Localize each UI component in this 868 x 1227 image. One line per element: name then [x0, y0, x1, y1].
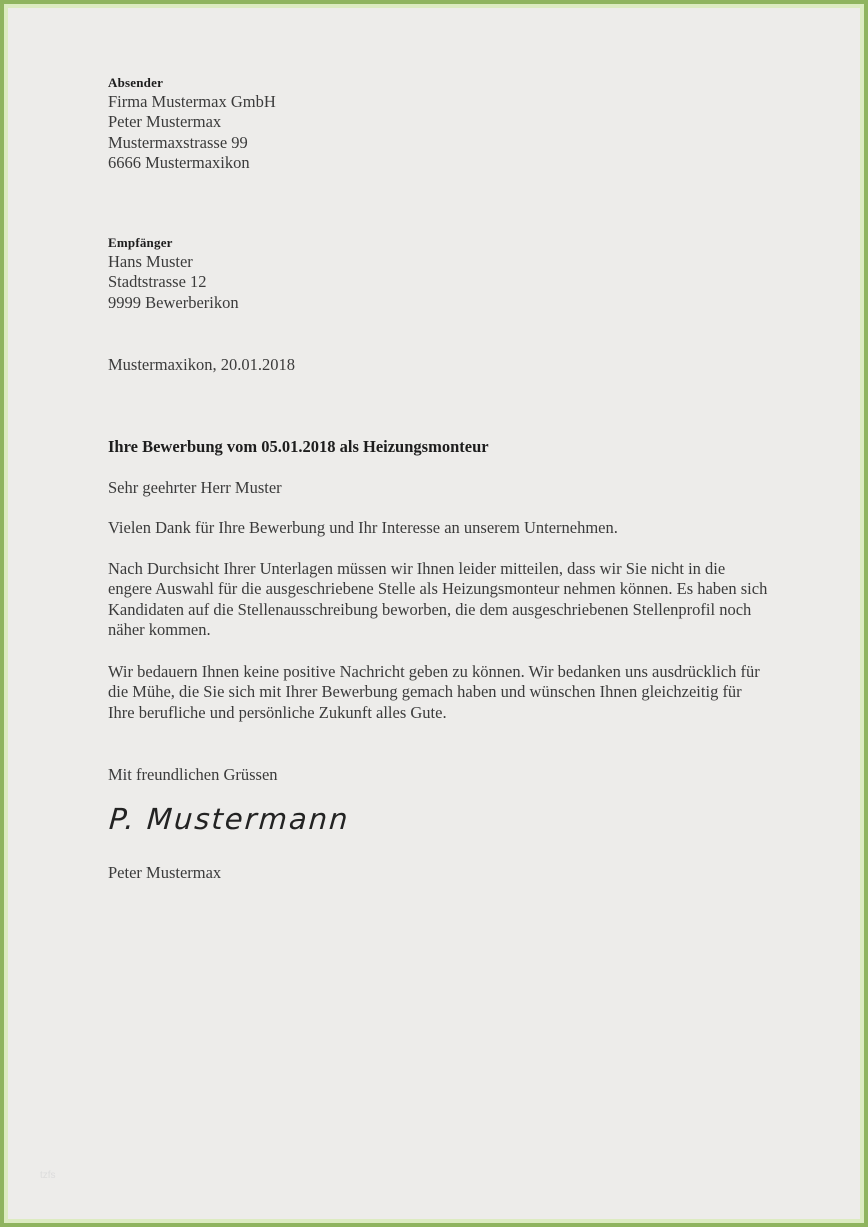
recipient-block: [108, 234, 770, 313]
recipient-city: 9999 Bewerberikon: [108, 292, 239, 312]
recipient-name: Hans Muster: [108, 252, 193, 271]
closing-line: Mit freundlichen Grüssen: [108, 765, 278, 784]
paragraph-thanks: Vielen Dank für Ihre Bewerbung und Ihr Interesse an unserem Unternehmen.: [108, 518, 618, 537]
sender-street: Mustermaxstrasse 99: [108, 132, 248, 152]
subject-line: Ihre Bewerbung vom 05.01.2018 als Heizungsmonteur: [108, 437, 489, 456]
sender-city: 6666 Mustermaxikon: [108, 153, 250, 173]
sender-company: Firma Mustermax GmbH: [108, 92, 276, 111]
paragraph-regret: Wir bedauern Ihnen keine positive Nachricht geben zu können. Wir bedanken uns ausdrücklich für die Mühe, die Sie sich mit Ihrer Bewerbung gemach haben und wünschen Ihnen gleichzeitig für Ihre berufliche und persönliche Zukunft alles Gute.: [108, 662, 760, 722]
salutation: Sehr geehrter Herr Muster: [108, 478, 282, 497]
watermark-text: tzfs: [40, 1170, 56, 1181]
paragraph-rejection: Nach Durchsicht Ihrer Unterlagen müssen wir Ihnen leider mitteilen, dass wir Sie nicht in die engere Auswahl für die ausgeschriebene Stelle als Heizungsmonteur nehmen können. Es haben sich Kandidaten auf die Stellenausschreibung beworben, die dem ausgeschriebenen Stellenprofil noch näher kommen.: [108, 559, 768, 640]
place-and-date: Mustermaxikon, 20.01.2018: [108, 355, 295, 374]
sender-label: Absender: [108, 75, 164, 90]
recipient-street: Stadtstrasse 12: [108, 272, 207, 292]
recipient-label: Empfänger: [108, 235, 173, 250]
sender-block: [108, 74, 770, 174]
signer-name: Peter Mustermax: [108, 863, 222, 882]
sender-name: Peter Mustermax: [108, 112, 222, 132]
handwritten-signature: P. Mustermann: [108, 802, 351, 836]
